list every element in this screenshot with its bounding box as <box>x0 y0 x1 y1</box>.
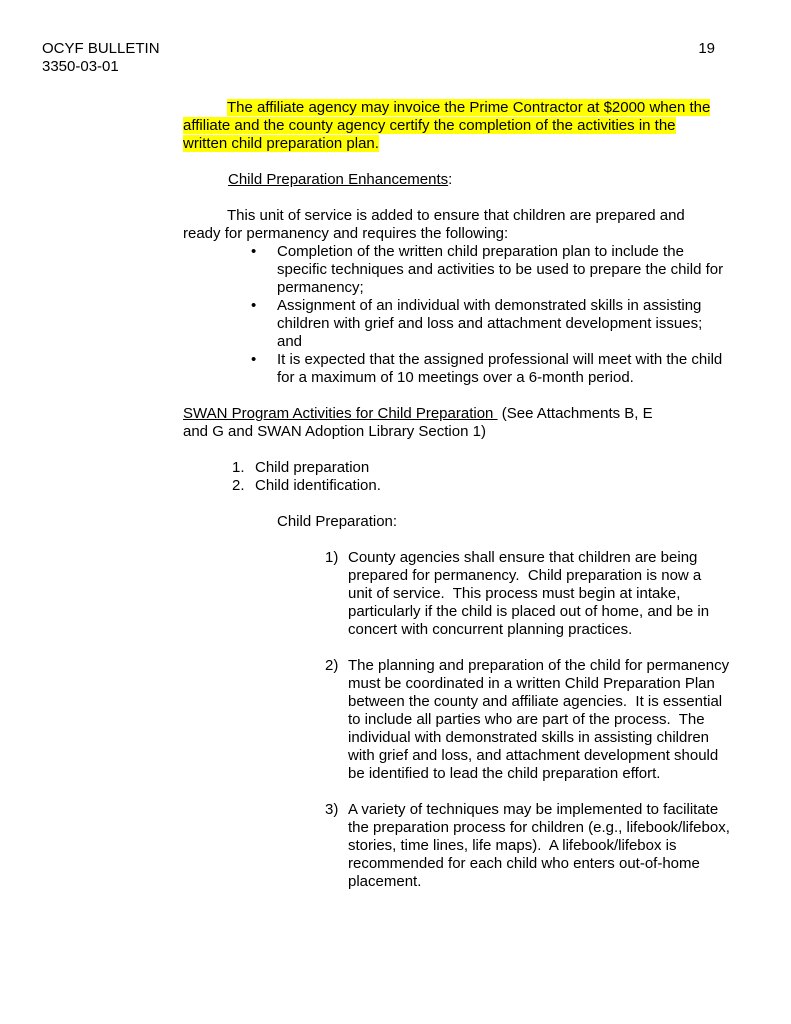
child-preparation-sublist <box>183 549 740 891</box>
list-item-text-line: concert with concurrent planning practices. <box>348 621 633 638</box>
sub-heading-child-preparation: Child Preparation: <box>277 513 398 530</box>
list-item-text-line: recommended for each child who enters out-of-home <box>348 855 700 872</box>
list-item-text-line: individual with demonstrated skills in assisting children <box>348 729 710 746</box>
section-heading-enhancements <box>183 171 740 189</box>
highlighted-text-line-1: The affiliate agency may invoice the Prime Contractor at $2000 when the <box>227 99 711 116</box>
section-heading-swan-line2: and G and SWAN Adoption Library Section 1) <box>183 423 486 440</box>
list-item-text-line: to include all parties who are part of the process. The <box>348 711 705 728</box>
list-item-text-line: placement. <box>348 873 422 890</box>
bullet-text-line: Assignment of an individual with demonstrated skills in assisting <box>277 297 702 314</box>
list-item-text-line: County agencies shall ensure that children are being <box>348 549 698 566</box>
vertical-spacer <box>183 153 740 171</box>
bullet-text-line: and <box>277 333 303 350</box>
list-item-text-line: must be coordinated in a written Child Preparation Plan <box>348 675 715 692</box>
section-heading-enhancements-colon: : <box>448 171 453 188</box>
section-heading-enhancements-label: Child Preparation Enhancements <box>228 171 449 188</box>
highlighted-line <box>183 117 740 135</box>
vertical-spacer <box>183 441 740 459</box>
enhancements-bullet-list <box>183 243 740 387</box>
vertical-spacer <box>183 387 740 405</box>
bulletin-title: OCYF BULLETIN <box>42 40 160 57</box>
list-item <box>183 297 740 351</box>
intro-line <box>183 207 740 225</box>
list-item-text: Child preparation <box>255 459 370 476</box>
section-heading-swan-attachments: (See Attachments B, E <box>497 405 653 422</box>
highlighted-paragraph <box>183 99 740 153</box>
enhancements-intro-paragraph <box>183 207 740 243</box>
list-item <box>183 351 740 387</box>
list-item <box>183 801 740 891</box>
bullet-dot-icon: • <box>251 297 257 314</box>
bullet-text-line: specific techniques and activities to be used to prepare the child for <box>277 261 724 278</box>
list-item-text-line: particularly if the child is placed out of home, and be in <box>348 603 710 620</box>
list-marker: 2. <box>232 477 245 494</box>
list-marker: 2) <box>325 657 339 674</box>
vertical-spacer <box>183 495 740 513</box>
swan-heading-line <box>183 405 740 423</box>
bullet-dot-icon: • <box>251 351 257 368</box>
bulletin-identifier <box>42 40 160 76</box>
list-item <box>183 459 740 477</box>
list-item-text-line: be identified to lead the child preparation effort. <box>348 765 661 782</box>
list-item <box>183 549 740 639</box>
swan-activities-list <box>183 459 740 495</box>
list-item <box>183 657 740 783</box>
highlighted-text-line-2: affiliate and the county agency certify the completion of the activities in the <box>183 117 676 134</box>
header-row <box>42 40 742 76</box>
page-number: 19 <box>698 40 715 57</box>
section-heading-swan-label: SWAN Program Activities for Child Preparation <box>183 405 498 422</box>
list-item-text-line: The planning and preparation of the child for permanency <box>348 657 730 674</box>
list-marker: 1) <box>325 549 339 566</box>
list-item-text-line: unit of service. This process must begin at intake, <box>348 585 681 602</box>
document-body <box>183 99 740 891</box>
bullet-text-line: It is expected that the assigned professional will meet with the child <box>277 351 723 368</box>
bulletin-number: 3350-03-01 <box>42 58 119 75</box>
bullet-text-line: Completion of the written child preparation plan to include the <box>277 243 684 260</box>
section-heading-swan <box>183 405 740 441</box>
document-header <box>42 40 742 76</box>
bullet-text-line: for a maximum of 10 meetings over a 6-month period. <box>277 369 634 386</box>
vertical-spacer <box>183 531 740 549</box>
bullet-text-line: permanency; <box>277 279 364 296</box>
list-item <box>183 243 740 297</box>
list-item-text-line: prepared for permanency. Child preparation is now a <box>348 567 702 584</box>
vertical-spacer <box>183 189 740 207</box>
intro-text-line-1: This unit of service is added to ensure that children are prepared and <box>227 207 685 224</box>
list-item-text-line: the preparation process for children (e.g., lifebook/lifebox, <box>348 819 730 836</box>
list-item-text-line: stories, time lines, life maps). A lifebook/lifebox is <box>348 837 677 854</box>
bullet-dot-icon: • <box>251 243 257 260</box>
list-marker: 3) <box>325 801 339 818</box>
highlighted-line <box>183 135 740 153</box>
bullet-text-line: children with grief and loss and attachment development issues; <box>277 315 703 332</box>
list-item <box>183 477 740 495</box>
list-item-text-line: A variety of techniques may be implemented to facilitate <box>348 801 719 818</box>
list-item-text-line: with grief and loss, and attachment development should <box>348 747 719 764</box>
list-item-text: Child identification. <box>255 477 381 494</box>
list-marker: 1. <box>232 459 245 476</box>
list-item-text-line: between the county and affiliate agencies. It is essential <box>348 693 723 710</box>
highlighted-line <box>183 99 740 117</box>
intro-text-line-2: ready for permanency and requires the following: <box>183 225 509 242</box>
highlighted-text-line-3: written child preparation plan. <box>183 135 379 152</box>
